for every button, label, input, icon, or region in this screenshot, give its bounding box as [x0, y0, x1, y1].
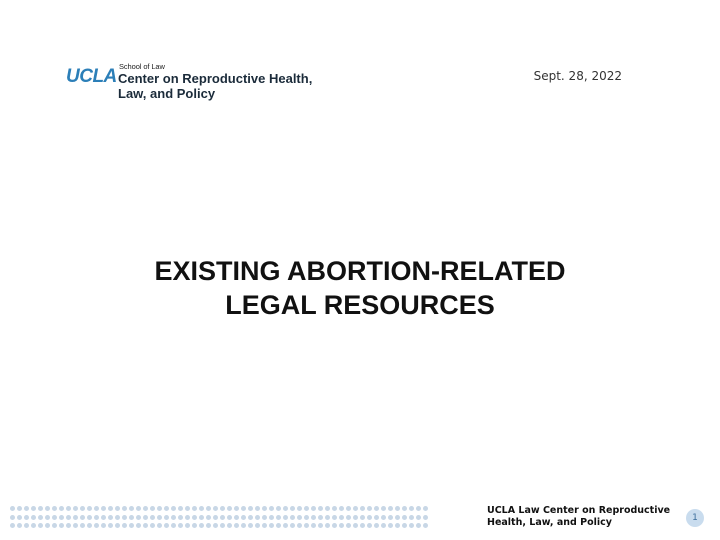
decorative-dot	[157, 523, 162, 528]
decorative-dot	[101, 506, 106, 511]
decorative-dot	[318, 515, 323, 520]
decorative-dot	[381, 515, 386, 520]
decorative-dot	[332, 515, 337, 520]
decorative-dot	[262, 515, 267, 520]
decorative-dot	[339, 506, 344, 511]
decorative-dot	[31, 506, 36, 511]
decorative-dot	[115, 523, 120, 528]
decorative-dot	[395, 506, 400, 511]
decorative-dot	[241, 523, 246, 528]
decorative-dot	[241, 515, 246, 520]
decorative-dot	[199, 523, 204, 528]
decorative-dot	[164, 515, 169, 520]
decorative-dot	[66, 515, 71, 520]
decorative-dot	[255, 523, 260, 528]
decorative-dot	[10, 523, 15, 528]
decorative-dot	[374, 515, 379, 520]
decorative-dot	[150, 523, 155, 528]
decorative-dot	[220, 515, 225, 520]
decorative-dot	[73, 506, 78, 511]
decorative-dot	[38, 515, 43, 520]
decorative-dot	[38, 506, 43, 511]
footer-org-line2: Health, Law, and Policy	[487, 517, 612, 528]
decorative-dot	[297, 506, 302, 511]
ucla-logo	[66, 62, 326, 102]
decorative-dot	[192, 523, 197, 528]
decorative-dot	[423, 515, 428, 520]
decorative-dot	[129, 523, 134, 528]
decorative-dot	[346, 515, 351, 520]
decorative-dot	[234, 506, 239, 511]
decorative-dot	[185, 506, 190, 511]
decorative-dot	[171, 515, 176, 520]
logo-school-of-law: School of Law	[119, 62, 165, 71]
decorative-dot	[325, 523, 330, 528]
decorative-dot	[227, 506, 232, 511]
decorative-dot	[255, 515, 260, 520]
decorative-dot	[101, 515, 106, 520]
decorative-dot	[416, 523, 421, 528]
decorative-dot	[346, 506, 351, 511]
decorative-dot	[80, 523, 85, 528]
decorative-dot	[283, 523, 288, 528]
decorative-dot	[108, 523, 113, 528]
decorative-dot	[297, 523, 302, 528]
decorative-dot	[409, 523, 414, 528]
decorative-dot	[367, 506, 372, 511]
decorative-dot	[150, 515, 155, 520]
decorative-dot	[94, 515, 99, 520]
decorative-dot	[353, 515, 358, 520]
decorative-dot	[143, 523, 148, 528]
decorative-dot	[227, 515, 232, 520]
decorative-dot	[45, 515, 50, 520]
logo-center-name-line2: Law, and Policy	[118, 86, 216, 101]
decorative-dot	[290, 523, 295, 528]
decorative-dot	[360, 506, 365, 511]
decorative-dot	[45, 523, 50, 528]
decorative-dot	[87, 523, 92, 528]
decorative-dot	[318, 523, 323, 528]
decorative-dot	[45, 506, 50, 511]
decorative-dot	[157, 515, 162, 520]
decorative-dot	[157, 506, 162, 511]
decorative-dot	[325, 515, 330, 520]
decorative-dot	[59, 523, 64, 528]
decorative-dot	[178, 523, 183, 528]
slide-title-line1: EXISTING ABORTION-RELATED	[154, 256, 566, 286]
decorative-dot	[367, 523, 372, 528]
decorative-dot	[283, 506, 288, 511]
decorative-dot	[213, 515, 218, 520]
decorative-dot	[423, 523, 428, 528]
decorative-dot	[423, 506, 428, 511]
decorative-dot	[31, 523, 36, 528]
decorative-dot	[360, 523, 365, 528]
decorative-dot	[220, 523, 225, 528]
decorative-dot	[276, 515, 281, 520]
decorative-dot	[388, 523, 393, 528]
decorative-dot	[353, 523, 358, 528]
decorative-dot	[248, 515, 253, 520]
decorative-dot	[269, 515, 274, 520]
decorative-dot	[311, 506, 316, 511]
decorative-dot	[94, 506, 99, 511]
decorative-dot	[122, 515, 127, 520]
decorative-dot	[129, 515, 134, 520]
decorative-dot	[290, 515, 295, 520]
decorative-dot	[192, 506, 197, 511]
logo-center-name-line1: Center on Reproductive Health,	[118, 71, 313, 86]
decorative-dot	[262, 506, 267, 511]
decorative-dot	[24, 523, 29, 528]
decorative-dot	[318, 506, 323, 511]
decorative-dot	[122, 523, 127, 528]
decorative-dot	[220, 506, 225, 511]
decorative-dot	[17, 515, 22, 520]
decorative-dot	[339, 523, 344, 528]
decorative-dot	[108, 515, 113, 520]
decorative-dot	[339, 515, 344, 520]
footer-org-line1: UCLA Law Center on Reproductive	[487, 505, 671, 516]
decorative-dot	[150, 506, 155, 511]
decorative-dot	[192, 515, 197, 520]
decorative-dot	[416, 506, 421, 511]
decorative-dot	[185, 523, 190, 528]
decorative-dot	[402, 515, 407, 520]
decorative-dot	[304, 506, 309, 511]
decorative-dot	[304, 515, 309, 520]
page-number-badge: 1	[686, 509, 704, 527]
decorative-dot	[17, 506, 22, 511]
decorative-dot	[73, 515, 78, 520]
decorative-dot-strip	[10, 506, 420, 530]
decorative-dot	[80, 506, 85, 511]
decorative-dot	[199, 506, 204, 511]
decorative-dot	[206, 506, 211, 511]
decorative-dot	[17, 523, 22, 528]
decorative-dot	[269, 506, 274, 511]
decorative-dot	[80, 515, 85, 520]
decorative-dot	[171, 523, 176, 528]
decorative-dot	[325, 506, 330, 511]
decorative-dot	[248, 506, 253, 511]
decorative-dot	[388, 506, 393, 511]
decorative-dot	[304, 523, 309, 528]
decorative-dot	[185, 515, 190, 520]
decorative-dot	[59, 515, 64, 520]
decorative-dot	[388, 515, 393, 520]
decorative-dot	[73, 523, 78, 528]
decorative-dot	[87, 515, 92, 520]
decorative-dot	[290, 506, 295, 511]
decorative-dot	[52, 506, 57, 511]
decorative-dot	[367, 515, 372, 520]
decorative-dot	[402, 523, 407, 528]
decorative-dot	[227, 523, 232, 528]
decorative-dot	[38, 523, 43, 528]
decorative-dot	[276, 506, 281, 511]
decorative-dot	[276, 523, 281, 528]
decorative-dot	[24, 506, 29, 511]
decorative-dot	[10, 506, 15, 511]
decorative-dot	[311, 515, 316, 520]
decorative-dot	[409, 506, 414, 511]
decorative-dot	[206, 515, 211, 520]
decorative-dot	[395, 515, 400, 520]
decorative-dot	[31, 515, 36, 520]
decorative-dot	[213, 506, 218, 511]
decorative-dot	[346, 523, 351, 528]
decorative-dot	[374, 506, 379, 511]
decorative-dot	[402, 506, 407, 511]
decorative-dot	[66, 506, 71, 511]
decorative-dot	[374, 523, 379, 528]
decorative-dot	[52, 515, 57, 520]
decorative-dot	[178, 506, 183, 511]
decorative-dot	[332, 506, 337, 511]
decorative-dot	[360, 515, 365, 520]
decorative-dot	[24, 515, 29, 520]
decorative-dot	[129, 506, 134, 511]
decorative-dot	[59, 506, 64, 511]
decorative-dot	[255, 506, 260, 511]
slide-date: Sept. 28, 2022	[533, 69, 622, 83]
decorative-dot	[171, 506, 176, 511]
decorative-dot	[199, 515, 204, 520]
decorative-dot	[311, 523, 316, 528]
decorative-dot	[332, 523, 337, 528]
decorative-dot	[164, 523, 169, 528]
decorative-dot	[283, 515, 288, 520]
decorative-dot	[234, 523, 239, 528]
decorative-dot	[115, 506, 120, 511]
slide-title-line2: LEGAL RESOURCES	[225, 290, 495, 320]
decorative-dot	[416, 515, 421, 520]
decorative-dot	[94, 523, 99, 528]
decorative-dot	[87, 506, 92, 511]
decorative-dot	[66, 523, 71, 528]
decorative-dot	[52, 523, 57, 528]
logo-ucla-wordmark: UCLA	[66, 66, 117, 87]
decorative-dot	[115, 515, 120, 520]
decorative-dot	[409, 515, 414, 520]
decorative-dot	[262, 523, 267, 528]
decorative-dot	[136, 515, 141, 520]
decorative-dot	[213, 523, 218, 528]
decorative-dot	[353, 506, 358, 511]
decorative-dot	[10, 515, 15, 520]
decorative-dot	[178, 515, 183, 520]
decorative-dot	[234, 515, 239, 520]
decorative-dot	[136, 506, 141, 511]
decorative-dot	[206, 523, 211, 528]
decorative-dot	[241, 506, 246, 511]
decorative-dot	[269, 523, 274, 528]
decorative-dot	[381, 523, 386, 528]
decorative-dot	[381, 506, 386, 511]
decorative-dot	[297, 515, 302, 520]
slide-title	[0, 254, 720, 322]
decorative-dot	[101, 523, 106, 528]
decorative-dot	[395, 523, 400, 528]
footer-organization	[487, 505, 677, 529]
decorative-dot	[143, 506, 148, 511]
decorative-dot	[108, 506, 113, 511]
decorative-dot	[122, 506, 127, 511]
decorative-dot	[164, 506, 169, 511]
decorative-dot	[136, 523, 141, 528]
decorative-dot	[248, 523, 253, 528]
decorative-dot	[143, 515, 148, 520]
